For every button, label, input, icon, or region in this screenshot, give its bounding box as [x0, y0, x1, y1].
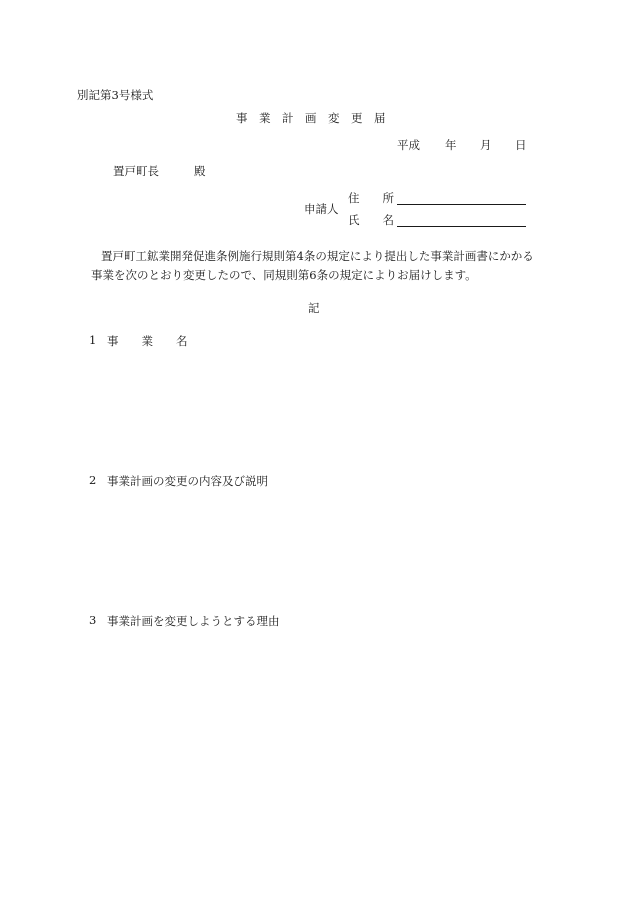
ki-label: 記	[308, 301, 320, 315]
body-line-2: 事業を次のとおり変更したので、同規則第6条の規定によりお届けします。	[91, 268, 477, 282]
date-era: 平成	[397, 138, 420, 152]
name-underline	[397, 226, 526, 227]
document-title: 事 業 計 画 変 更 届	[236, 111, 386, 125]
date-month: 月	[480, 138, 492, 152]
item-number: 3	[89, 613, 97, 627]
address-underline	[397, 204, 526, 205]
name-label: 氏 名	[348, 213, 394, 227]
date-year: 年	[445, 138, 457, 152]
item-label: 事業計画の変更の内容及び説明	[107, 474, 268, 488]
applicant-label: 申請人	[304, 202, 339, 216]
form-number: 別記第3号様式	[77, 88, 154, 102]
recipient-name: 置戸町長	[113, 164, 159, 178]
recipient-honorific: 殿	[194, 164, 206, 178]
address-label: 住 所	[348, 191, 394, 205]
date-day: 日	[515, 138, 527, 152]
item-number: 2	[89, 473, 97, 487]
item-number: 1	[89, 333, 97, 347]
item-label: 事業計画を変更しようとする理由	[107, 614, 280, 628]
body-line-1: 置戸町工鉱業開発促進条例施行規則第4条の規定により提出した事業計画書にかかる	[101, 249, 534, 263]
item-label: 事 業 名	[107, 334, 188, 348]
